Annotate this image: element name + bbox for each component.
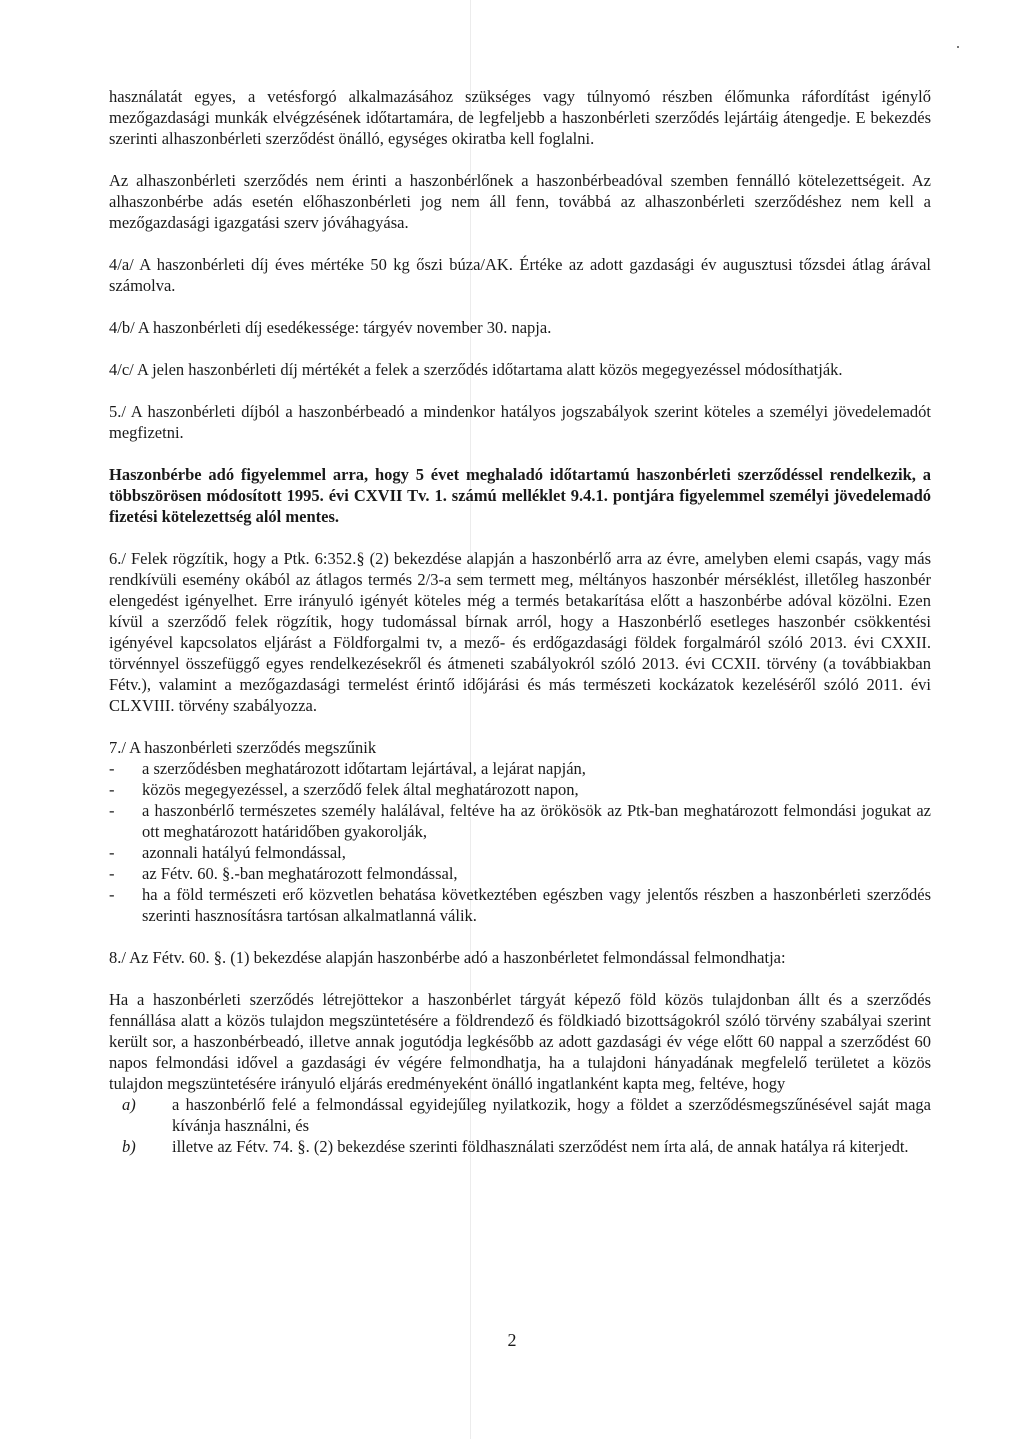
condition-list <box>109 1094 931 1157</box>
scan-speck <box>957 46 959 48</box>
paragraph-tax-exemption: Haszonbérbe adó figyelemmel arra, hogy 5 évet meghaladó időtartamú haszonbérleti szerződéssel rendelkezik, a többszörösen módosított 1995. évi CXVII Tv. 1. számú melléklet 9.4.1. pontjára figyelemmel személyi jövedelemadó fizetési kötelezettség alól mentes. <box>109 465 931 526</box>
list-item: - azonnali hatályú felmondással, <box>109 843 346 862</box>
paragraph-8-termination-notice: 8./ Az Fétv. 60. §. (1) bekezdése alapján haszonbérbe adó a haszonbérletet felmondással felmondhatja: <box>109 948 786 967</box>
list-item: - ha a föld természeti erő közvetlen behatása következtében egészben vagy jelentős részben a haszonbérleti szerződés szerinti hasznosításra tartósan alkalmatlanná válik. <box>109 885 931 925</box>
termination-list <box>109 758 931 926</box>
list-item: - közös megegyezéssel, a szerződő felek által meghatározott napon, <box>109 780 579 799</box>
dash-mark: - <box>109 780 115 799</box>
list-item: - a haszonbérlő természetes személy halálával, feltéve ha az örökösök az Ptk-ban meghatározott felmondási jogukat az ott meghatározott határidőben gyakorolják, <box>109 801 931 841</box>
paragraph-sublease-use: használatát egyes, a vetésforgó alkalmazásához szükséges vagy túlnyomó részben élőmunka ráfordítást igénylő mezőgazdasági munkák elvégzésének időtartamára, de legfeljebb a haszonbérleti szerződés lejártáig átengedje. E bekezdés szerinti alhaszonbérleti szerződést önálló, egységes okiratba kell foglalni. <box>109 87 931 148</box>
document-page <box>109 86 931 1157</box>
paragraph-4a-rent-amount: 4/a/ A haszonbérleti díj éves mértéke 50 kg őszi búza/AK. Értéke az adott gazdasági év augusztusi tőzsdei átlag árával számolva. <box>109 255 931 295</box>
list-letter: a) <box>122 1095 136 1114</box>
dash-mark: - <box>109 843 115 862</box>
paragraph-4c-rent-modification: 4/c/ A jelen haszonbérleti díj mértékét a felek a szerződés időtartama alatt közös megegyezéssel módosíthatják. <box>109 360 843 379</box>
list-item: - a szerződésben meghatározott időtartam lejártával, a lejárat napján, <box>109 759 586 778</box>
dash-mark: - <box>109 885 115 904</box>
list-item: b) illetve az Fétv. 74. §. (2) bekezdése szerinti földhasználati szerződést nem írta alá, de annak hatálya rá kiterjedt. <box>122 1137 909 1156</box>
list-letter: b) <box>122 1137 136 1156</box>
paragraph-4b-rent-due: 4/b/ A haszonbérleti díj esedékessége: tárgyév november 30. napja. <box>109 318 552 337</box>
dash-mark: - <box>109 864 115 883</box>
list-item: a) a haszonbérlő felé a felmondással egyidejűleg nyilatkozik, hogy a földet a szerződésmegszűnésével saját maga kívánja használni, és <box>122 1095 931 1135</box>
page-number: 2 <box>507 1330 517 1350</box>
paragraph-common-property: Ha a haszonbérleti szerződés létrejöttekor a haszonbérlet tárgyát képező föld közös tulajdonban állt és a szerződés fennállása alatt a közös tulajdon megszüntetésére a földrendező és földkiadó bizottságokról szóló törvény szabályai szerint került sor, a haszonbérbeadó, illetve annak jogutódja legkésőbb az adott gazdasági év vége előtt 60 nappal a szerződést 60 napos felmondási idővel a gazdasági év végére felmondhatja, ha a tulajdoni hányadának megfelelő területet a közös tulajdon megszüntetésére irányuló eljárás eredményeként önálló ingatlanként kapta meg, feltéve, hogy <box>109 990 931 1093</box>
dash-mark: - <box>109 759 115 778</box>
paragraph-7-termination-heading: 7./ A haszonbérleti szerződés megszűnik <box>109 738 377 757</box>
list-item: - az Fétv. 60. §.-ban meghatározott felmondással, <box>109 864 458 883</box>
paragraph-sublease-obligations: Az alhaszonbérleti szerződés nem érinti a haszonbérlőnek a haszonbérbeadóval szemben fennálló kötelezettségeit. Az alhaszonbérbe adás esetén előhaszonbérleti jog nem áll fenn, továbbá az alhaszonbérleti szerződéshez nem kell a mezőgazdasági igazgatási szerv jóváhagyása. <box>109 171 931 232</box>
dash-mark: - <box>109 801 115 820</box>
paragraph-6-rent-reduction: 6./ Felek rögzítik, hogy a Ptk. 6:352.§ (2) bekezdése alapján a haszonbérlő arra az évre, amelyben elemi csapás, vagy más rendkívüli esemény okából az átlagos termés 2/3-a sem termett meg, méltányos haszonbér mérséklést, illetőleg haszonbér elengedést igényelhet. Erre irányuló igényét köteles még a termés betakarítása előtt a haszonbérbe adóval közölni. Ezen kívül a szerződő felek rögzítik, hogy tudomással bírnak arról, hogy a Haszonbérlő esetleges haszonbér csökkentési igényével kapcsolatos eljárást a Földforgalmi tv, a mező- és erdőgazdasági földek forgalmáról szóló 2013. évi CXXII. törvénnyel összefüggő egyes rendelkezésekről és átmeneti szabályokról szóló 2013. évi CCXII. törvény (a továbbiakban Fétv.), valamint a mezőgazdasági termelést érintő időjárási és más természeti kockázatok kezeléséről szóló 2011. évi CLXVIII. törvény szabályozza. <box>109 549 931 715</box>
paragraph-5-income-tax: 5./ A haszonbérleti díjból a haszonbérbeadó a mindenkor hatályos jogszabályok szerint köteles a személyi jövedelemadót megfizetni. <box>109 402 931 442</box>
